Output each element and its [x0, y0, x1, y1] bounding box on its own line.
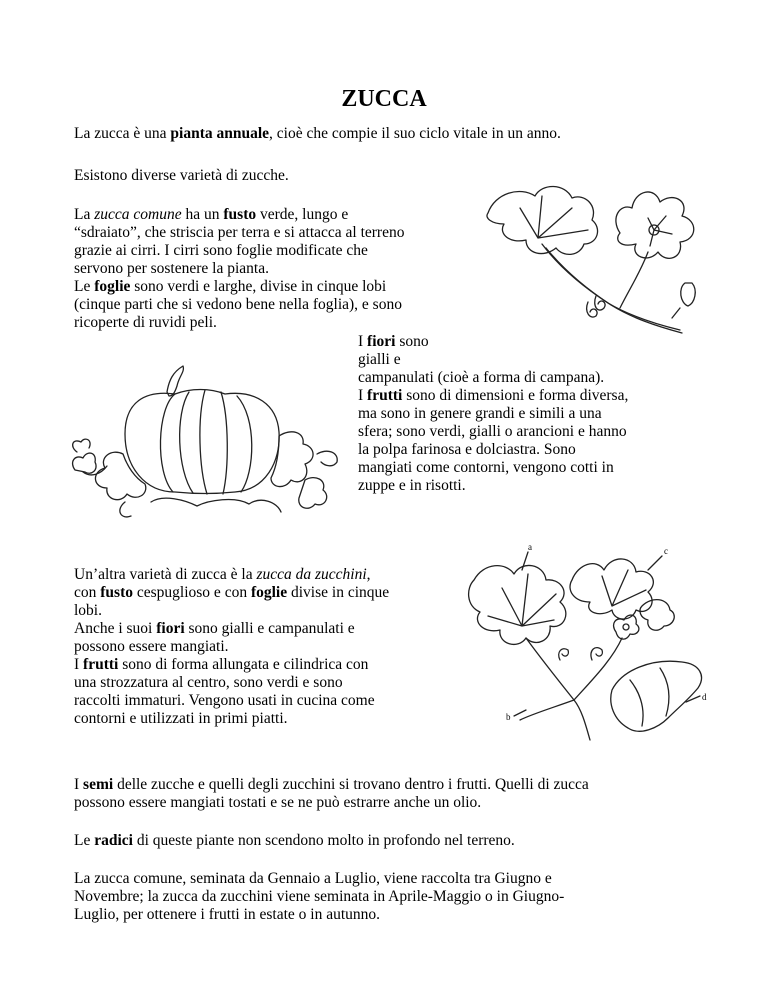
- zucchini-line: lobi.: [74, 602, 102, 619]
- varieties-paragraph: Esistono diverse varietà di zucche.: [74, 167, 289, 184]
- comune-line: mangiati come contorni, vengono cotti in: [358, 459, 614, 476]
- page-title: ZUCCA: [341, 86, 427, 112]
- comune-line: la polpa farinosa e dolciastra. Sono: [358, 441, 576, 458]
- drawing-label-a: a: [528, 542, 532, 552]
- comune-line: zuppe e in risotti.: [358, 477, 466, 494]
- comune-line: sfera; sono verdi, gialli o arancioni e hanno: [358, 423, 627, 440]
- drawing-label-b: b: [506, 712, 511, 722]
- comune-line: servono per sostenere la pianta.: [74, 260, 269, 277]
- zucchini-line: Un’altra varietà di zucca è la zucca da zucchini,: [74, 566, 371, 583]
- zucchini-line: contorni e utilizzati in primi piatti.: [74, 710, 288, 727]
- seeds-paragraph: I semi delle zucche e quelli degli zucchini si trovano dentro i frutti. Quelli di zucca: [74, 776, 589, 793]
- comune-line: ma sono in genere grandi e simili a una: [358, 405, 602, 422]
- comune-line: gialli e: [358, 351, 401, 368]
- seeds-paragraph-line: possono essere mangiati tostati e se ne può estrarre anche un olio.: [74, 794, 482, 811]
- zucchini-line: con fusto cespuglioso e con foglie divise in cinque: [74, 584, 390, 601]
- comune-line: Le foglie sono verdi e larghe, divise in cinque lobi: [74, 278, 387, 295]
- comune-line: ricoperte di ruvidi peli.: [74, 314, 217, 331]
- sowing-paragraph-line: Luglio, per ottenere i frutti in estate o in autunno.: [74, 906, 381, 923]
- pumpkin-illustration: [65, 362, 355, 522]
- zucchini-line: Anche i suoi fiori sono gialli e campanulati e: [74, 620, 355, 637]
- zucchini-line: possono essere mangiati.: [74, 638, 229, 655]
- roots-paragraph: Le radici di queste piante non scendono molto in profondo nel terreno.: [74, 832, 515, 849]
- pumpkin-flower-illustration: [480, 178, 710, 338]
- comune-line: I frutti sono di dimensioni e forma diversa,: [358, 387, 629, 404]
- comune-line: I fiori sono: [358, 333, 429, 350]
- comune-line: campanulati (cioè a forma di campana).: [358, 369, 605, 386]
- intro-paragraph: La zucca è una pianta annuale, cioè che compie il suo ciclo vitale in un anno.: [74, 125, 561, 142]
- sowing-paragraph-line: La zucca comune, seminata da Gennaio a Luglio, viene raccolta tra Giugno e: [74, 870, 552, 887]
- zucchini-line: I frutti sono di forma allungata e cilindrica con: [74, 656, 369, 673]
- comune-line: (cinque parti che si vedono bene nella foglia), e sono: [74, 296, 402, 313]
- comune-line: grazie ai cirri. I cirri sono foglie modificate che: [74, 242, 368, 259]
- zucchini-line: raccolti immaturi. Vengono usati in cucina come: [74, 692, 375, 709]
- zucchini-plant-illustration: [462, 540, 722, 750]
- drawing-label-d: d: [702, 692, 707, 702]
- drawing-label-c: c: [664, 546, 668, 556]
- comune-line: La zucca comune ha un fusto verde, lungo e: [74, 206, 349, 223]
- sowing-paragraph-line: Novembre; la zucca da zucchini viene seminata in Aprile-Maggio o in Giugno-: [74, 888, 565, 905]
- comune-line: “sdraiato”, che striscia per terra e si attacca al terreno: [74, 224, 405, 241]
- zucchini-line: una strozzatura al centro, sono verdi e sono: [74, 674, 343, 691]
